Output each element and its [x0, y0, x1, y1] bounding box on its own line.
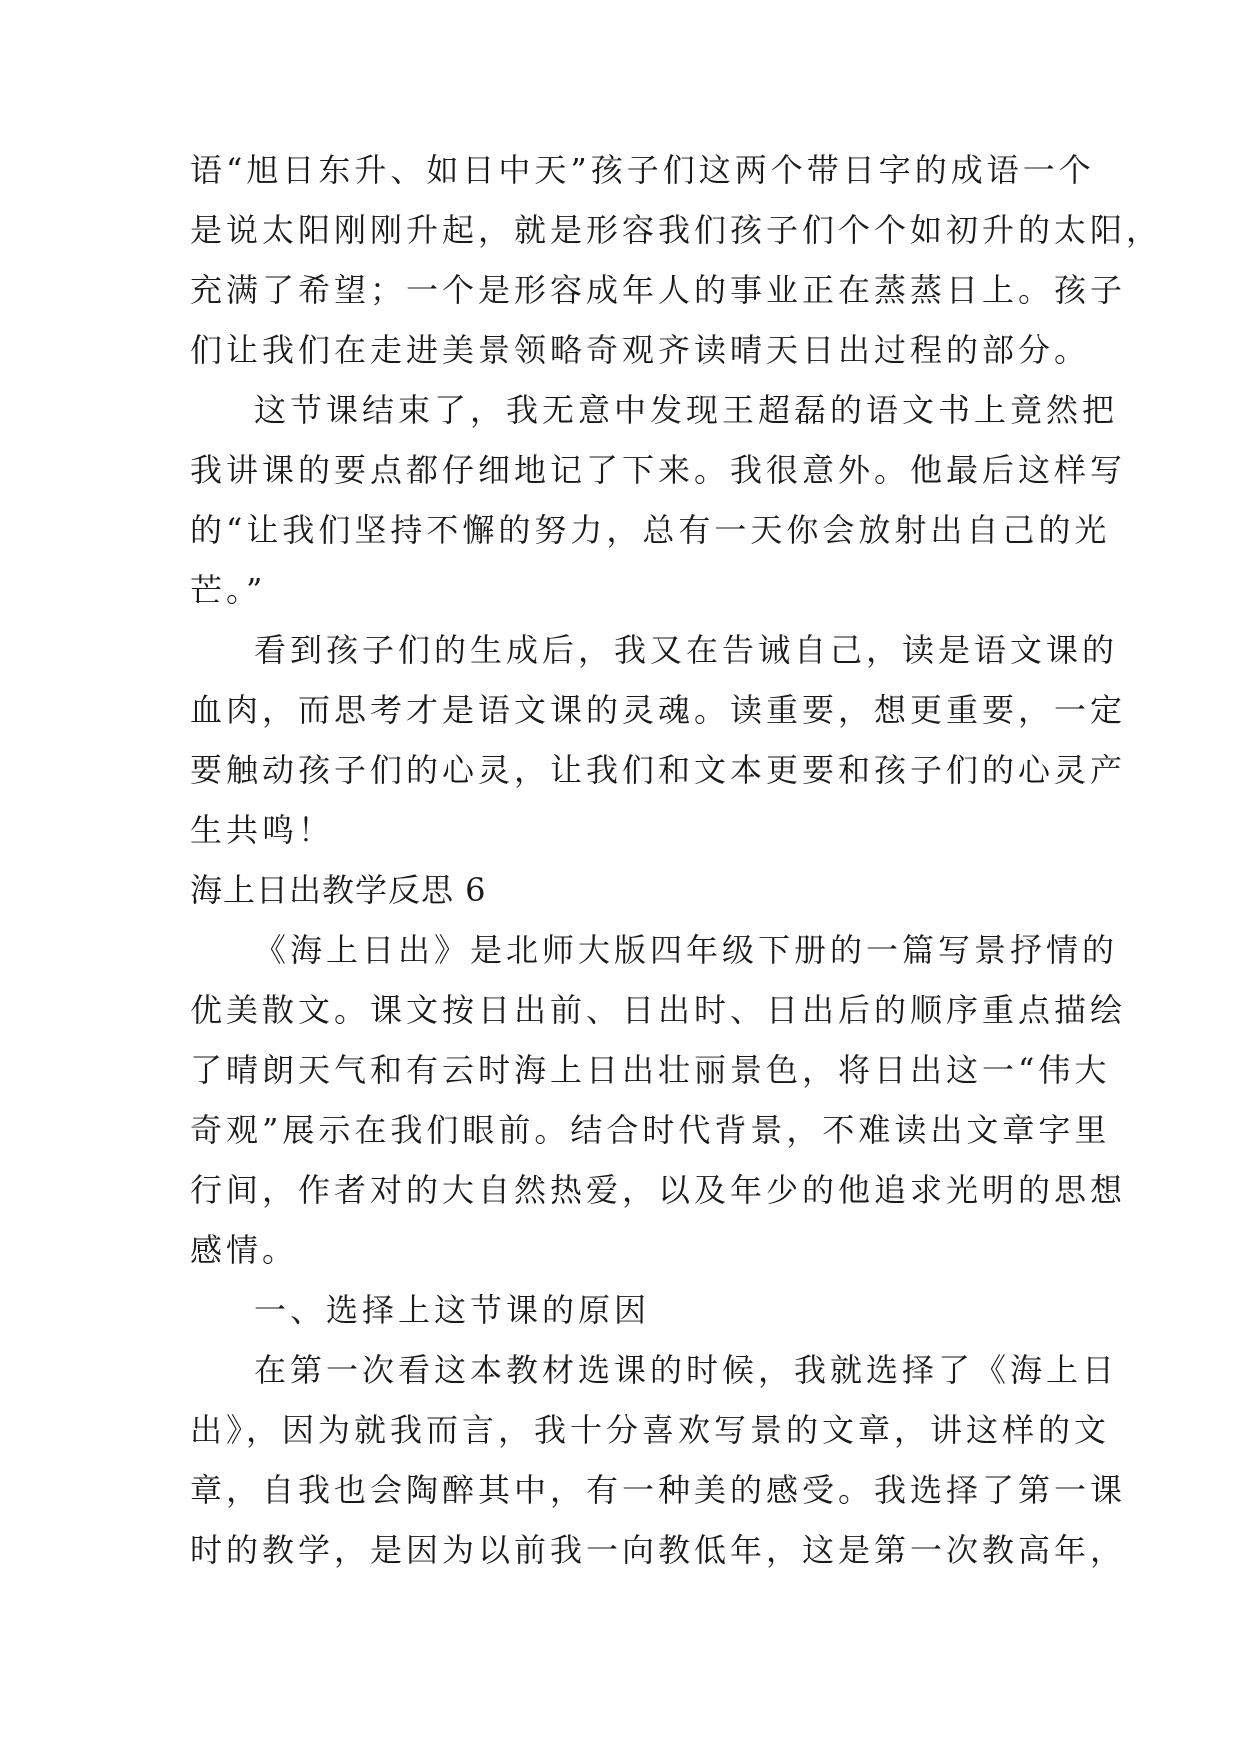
text-line: 我讲课的要点都仔细地记了下来。我很意外。他最后这样写	[190, 451, 1127, 489]
text-line: 出》，因为就我而言，我十分喜欢写景的文章，讲这样的文	[190, 1411, 1111, 1449]
paragraph-3	[190, 620, 1127, 860]
text-line: 芒。”	[190, 571, 267, 609]
section-title: 海上日出教学反思 6	[190, 871, 487, 909]
subheading: 一、选择上这节课的原因	[254, 1291, 651, 1329]
text-line: 是说太阳刚刚升起，就是形容我们孩子们个个如初升的太阳，	[190, 211, 1163, 249]
text-line: 章，自我也会陶醉其中，有一种美的感受。我选择了第一课	[190, 1471, 1127, 1509]
text-line: 充满了希望；一个是形容成年人的事业正在蒸蒸日上。孩子	[190, 271, 1127, 309]
text-line: 血肉，而思考才是语文课的灵魂。读重要，想更重要，一定	[190, 691, 1127, 729]
document-body	[190, 140, 1163, 1580]
text-line: 优美散文。课文按日出前、日出时、日出后的顺序重点描绘	[190, 991, 1127, 1029]
text-line: 要触动孩子们的心灵，让我们和文本更要和孩子们的心灵产	[190, 751, 1127, 789]
text-line: 在第一次看这本教材选课的时候，我就选择了《海上日	[254, 1351, 1119, 1389]
text-line: 《海上日出》是北师大版四年级下册的一篇写景抒情的	[254, 931, 1119, 969]
text-line: 这节课结束了，我无意中发现王超磊的语文书上竟然把	[254, 391, 1119, 429]
paragraph-4	[190, 920, 1127, 1280]
text-line: 语“旭日东升、如日中天”孩子们这两个带日字的成语一个	[190, 151, 1095, 189]
text-line: 时的教学，是因为以前我一向教低年，这是第一次教高年，	[190, 1531, 1127, 1569]
paragraph-1	[190, 140, 1163, 380]
text-line: 的“让我们坚持不懈的努力，总有一天你会放射出自己的光	[190, 511, 1111, 549]
paragraph-5	[190, 1340, 1127, 1580]
text-line: 奇观”展示在我们眼前。结合时代背景，不难读出文章字里	[190, 1111, 1111, 1149]
text-line: 感情。	[190, 1231, 299, 1269]
text-line: 们让我们在走进美景领略奇观齐读晴天日出过程的部分。	[190, 331, 1091, 369]
text-line: 行间，作者对的大自然热爱，以及年少的他追求光明的思想	[190, 1171, 1127, 1209]
text-line: 看到孩子们的生成后，我又在告诫自己，读是语文课的	[254, 631, 1119, 669]
text-line: 生共鸣！	[190, 811, 335, 849]
text-line: 了晴朗天气和有云时海上日出壮丽景色，将日出这一“伟大	[190, 1051, 1111, 1089]
paragraph-2	[190, 380, 1127, 620]
